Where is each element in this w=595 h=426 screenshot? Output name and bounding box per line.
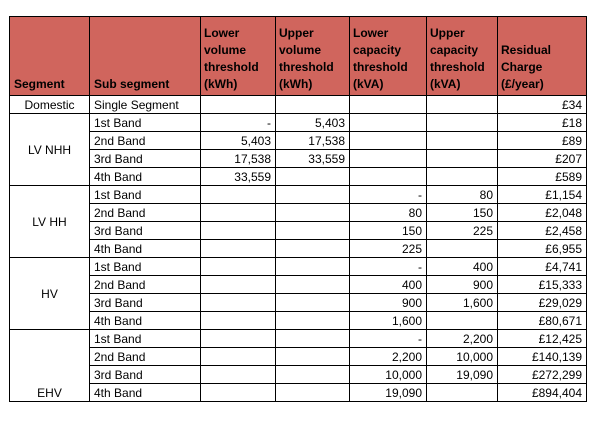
segment-cell: EHV: [10, 330, 90, 402]
sub-segment-cell: 4th Band: [90, 384, 201, 402]
table-row: [10, 150, 587, 168]
upper-capacity-cell: 1,600: [427, 294, 498, 312]
upper-volume-cell: [276, 186, 350, 204]
table-row: [10, 384, 587, 402]
upper-volume-cell: [276, 312, 350, 330]
lower-capacity-cell: 1,600: [350, 312, 427, 330]
residual-charge-cell: £894,404: [498, 384, 587, 402]
lower-capacity-cell: [350, 132, 427, 150]
upper-volume-cell: 5,403: [276, 114, 350, 132]
lower-capacity-cell: [350, 114, 427, 132]
header-upper-capacity: Upper capacity threshold (kVA): [427, 17, 498, 96]
sub-segment-cell: 1st Band: [90, 114, 201, 132]
table-row: [10, 222, 587, 240]
lower-volume-cell: [201, 222, 276, 240]
upper-volume-cell: [276, 96, 350, 114]
upper-volume-cell: [276, 168, 350, 186]
upper-capacity-cell: [427, 114, 498, 132]
sub-segment-cell: 1st Band: [90, 330, 201, 348]
upper-capacity-cell: 400: [427, 258, 498, 276]
upper-capacity-cell: [427, 168, 498, 186]
residual-charge-cell: £2,458: [498, 222, 587, 240]
table-row: [10, 294, 587, 312]
residual-charge-table: [9, 16, 587, 402]
residual-charge-cell: £589: [498, 168, 587, 186]
residual-charge-cell: £2,048: [498, 204, 587, 222]
segment-cell: LV HH: [10, 186, 90, 258]
upper-capacity-cell: [427, 384, 498, 402]
upper-capacity-cell: 150: [427, 204, 498, 222]
upper-volume-cell: [276, 348, 350, 366]
header-sub-segment: Sub segment: [90, 17, 201, 96]
sub-segment-cell: 4th Band: [90, 240, 201, 258]
lower-volume-cell: [201, 294, 276, 312]
lower-capacity-cell: -: [350, 186, 427, 204]
header-lower-capacity: Lower capacity threshold (kVA): [350, 17, 427, 96]
residual-charge-cell: £4,741: [498, 258, 587, 276]
residual-charge-cell: £207: [498, 150, 587, 168]
lower-volume-cell: 17,538: [201, 150, 276, 168]
residual-charge-cell: £140,139: [498, 348, 587, 366]
residual-charge-cell: £6,955: [498, 240, 587, 258]
upper-capacity-cell: [427, 96, 498, 114]
lower-capacity-cell: [350, 150, 427, 168]
table-row: [10, 96, 587, 114]
lower-capacity-cell: 10,000: [350, 366, 427, 384]
header-residual-charge: Residual Charge (£/year): [498, 17, 587, 96]
table-row: [10, 204, 587, 222]
upper-volume-cell: [276, 222, 350, 240]
residual-charge-cell: £34: [498, 96, 587, 114]
header-row: [10, 17, 587, 96]
residual-charge-cell: £18: [498, 114, 587, 132]
sub-segment-cell: 3rd Band: [90, 366, 201, 384]
lower-volume-cell: [201, 276, 276, 294]
lower-volume-cell: [201, 258, 276, 276]
residual-charge-cell: £272,299: [498, 366, 587, 384]
lower-capacity-cell: 400: [350, 276, 427, 294]
sub-segment-cell: 2nd Band: [90, 132, 201, 150]
lower-volume-cell: [201, 348, 276, 366]
lower-capacity-cell: -: [350, 258, 427, 276]
upper-volume-cell: [276, 276, 350, 294]
table-row: [10, 114, 587, 132]
sub-segment-cell: 2nd Band: [90, 204, 201, 222]
segment-cell: Domestic: [10, 96, 90, 114]
lower-volume-cell: 33,559: [201, 168, 276, 186]
upper-volume-cell: [276, 330, 350, 348]
sub-segment-cell: 3rd Band: [90, 294, 201, 312]
lower-volume-cell: 5,403: [201, 132, 276, 150]
lower-volume-cell: [201, 96, 276, 114]
table-row: [10, 366, 587, 384]
upper-capacity-cell: 10,000: [427, 348, 498, 366]
upper-volume-cell: [276, 366, 350, 384]
lower-capacity-cell: 225: [350, 240, 427, 258]
segment-cell: LV NHH: [10, 114, 90, 186]
table-row: [10, 132, 587, 150]
lower-capacity-cell: [350, 168, 427, 186]
upper-capacity-cell: 225: [427, 222, 498, 240]
lower-capacity-cell: 150: [350, 222, 427, 240]
sub-segment-cell: 1st Band: [90, 186, 201, 204]
table-row: [10, 168, 587, 186]
sub-segment-cell: 2nd Band: [90, 276, 201, 294]
upper-capacity-cell: [427, 312, 498, 330]
upper-capacity-cell: 19,090: [427, 366, 498, 384]
table-row: [10, 186, 587, 204]
residual-charge-cell: £15,333: [498, 276, 587, 294]
upper-capacity-cell: [427, 132, 498, 150]
sub-segment-cell: 3rd Band: [90, 150, 201, 168]
lower-capacity-cell: 900: [350, 294, 427, 312]
residual-charge-cell: £89: [498, 132, 587, 150]
table-row: [10, 330, 587, 348]
table-body: [10, 96, 587, 402]
residual-charge-cell: £80,671: [498, 312, 587, 330]
table-row: [10, 276, 587, 294]
lower-capacity-cell: 80: [350, 204, 427, 222]
sub-segment-cell: 1st Band: [90, 258, 201, 276]
residual-charge-cell: £12,425: [498, 330, 587, 348]
lower-volume-cell: [201, 366, 276, 384]
lower-volume-cell: [201, 330, 276, 348]
lower-volume-cell: [201, 240, 276, 258]
lower-volume-cell: -: [201, 114, 276, 132]
upper-volume-cell: [276, 204, 350, 222]
upper-volume-cell: 33,559: [276, 150, 350, 168]
upper-capacity-cell: 80: [427, 186, 498, 204]
upper-volume-cell: [276, 384, 350, 402]
lower-capacity-cell: 2,200: [350, 348, 427, 366]
header-upper-volume: Upper volume threshold (kWh): [276, 17, 350, 96]
lower-volume-cell: [201, 312, 276, 330]
residual-charge-cell: £1,154: [498, 186, 587, 204]
upper-volume-cell: 17,538: [276, 132, 350, 150]
sub-segment-cell: 2nd Band: [90, 348, 201, 366]
upper-volume-cell: [276, 258, 350, 276]
header-lower-volume: Lower volume threshold (kWh): [201, 17, 276, 96]
upper-capacity-cell: 900: [427, 276, 498, 294]
upper-capacity-cell: [427, 150, 498, 168]
sub-segment-cell: Single Segment: [90, 96, 201, 114]
table-row: [10, 348, 587, 366]
residual-charge-cell: £29,029: [498, 294, 587, 312]
upper-capacity-cell: [427, 240, 498, 258]
table-row: [10, 258, 587, 276]
lower-volume-cell: [201, 204, 276, 222]
sub-segment-cell: 3rd Band: [90, 222, 201, 240]
upper-volume-cell: [276, 294, 350, 312]
sub-segment-cell: 4th Band: [90, 312, 201, 330]
lower-volume-cell: [201, 186, 276, 204]
lower-volume-cell: [201, 384, 276, 402]
upper-capacity-cell: 2,200: [427, 330, 498, 348]
upper-volume-cell: [276, 240, 350, 258]
table-row: [10, 240, 587, 258]
header-segment: Segment: [10, 17, 90, 96]
table-row: [10, 312, 587, 330]
lower-capacity-cell: [350, 96, 427, 114]
segment-cell: HV: [10, 258, 90, 330]
lower-capacity-cell: 19,090: [350, 384, 427, 402]
lower-capacity-cell: -: [350, 330, 427, 348]
sub-segment-cell: 4th Band: [90, 168, 201, 186]
